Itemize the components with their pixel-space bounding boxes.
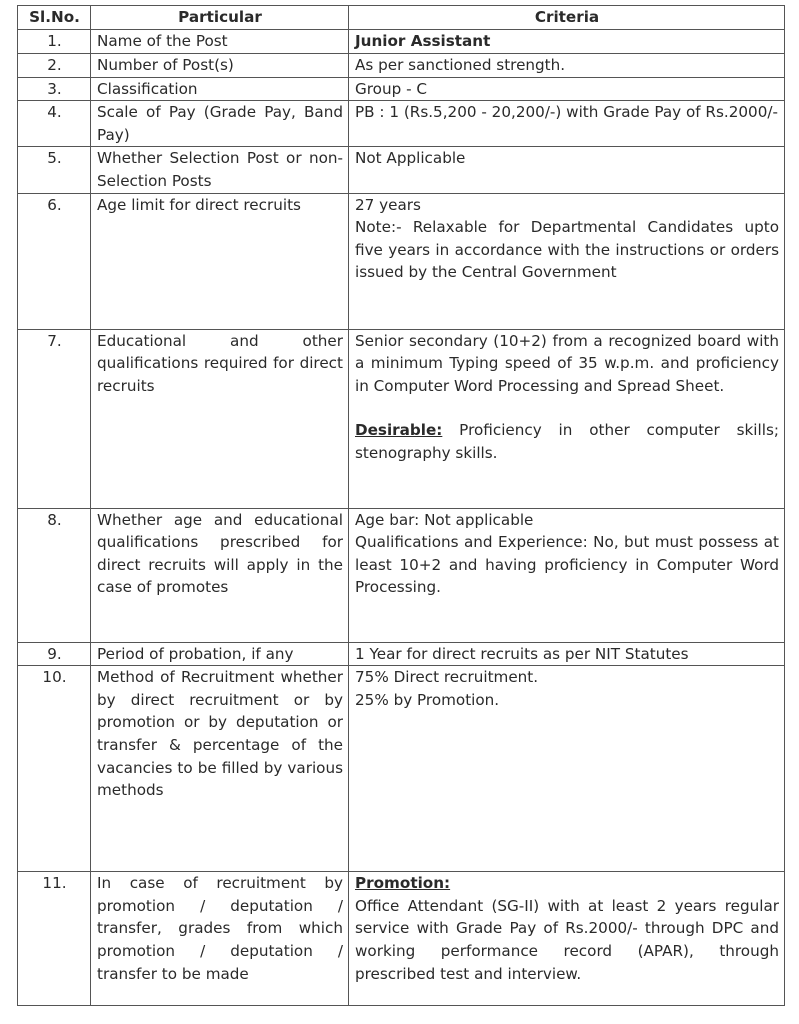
row-number: 1. (18, 30, 91, 54)
table-header-row (18, 6, 785, 30)
row-particular: Scale of Pay (Grade Pay, Band Pay) (91, 101, 349, 147)
row-particular: In case of recruitment by promotion / deputation / transfer, grades from which promotion / deputation / transfer to be made (91, 872, 349, 1006)
promotion-label: Promotion: (355, 874, 451, 893)
table-row (18, 101, 785, 147)
row-criteria: Group - C (349, 77, 785, 101)
row-number: 10. (18, 666, 91, 872)
table-row (18, 642, 785, 666)
desirable-qualification (355, 419, 779, 464)
table-row (18, 666, 785, 872)
row-criteria (349, 508, 785, 642)
row-particular: Classification (91, 77, 349, 101)
row-number: 8. (18, 508, 91, 642)
row-criteria (349, 329, 785, 508)
age-limit-value: 27 years (355, 195, 421, 214)
row-criteria (349, 872, 785, 1006)
direct-recruitment-share: 75% Direct recruitment. (355, 668, 539, 687)
row-number: 3. (18, 77, 91, 101)
qualifications-experience: Qualifications and Experience: No, but must possess at least 10+2 and having proficiency in Computer Word Processing. (355, 533, 779, 597)
row-number: 2. (18, 54, 91, 78)
desirable-text: Proficiency in other computer skills; stenography skills. (355, 421, 779, 462)
row-number: 5. (18, 147, 91, 193)
table-row (18, 54, 785, 78)
header-sl-no: Sl.No. (18, 6, 91, 30)
row-number: 11. (18, 872, 91, 1006)
promotion-criteria: Office Attendant (SG-II) with at least 2 years regular service with Grade Pay of Rs.2000/- through DPC and working performance record (APAR), through prescribed test and interview. (355, 896, 779, 983)
row-particular: Number of Post(s) (91, 54, 349, 78)
header-criteria: Criteria (349, 6, 785, 30)
row-number: 9. (18, 642, 91, 666)
table-row (18, 30, 785, 54)
row-particular: Whether age and educational qualifications prescribed for direct recruits will apply in the case of promotes (91, 508, 349, 642)
age-relaxation-note: Note:- Relaxable for Departmental Candidates upto five years in accordance with the instructions or orders issued by the Central Government (355, 218, 779, 282)
row-particular: Period of probation, if any (91, 642, 349, 666)
row-particular: Method of Recruitment whether by direct recruitment or by promotion or by deputation or transfer & percentage of the vacancies to be filled by various methods (91, 666, 349, 872)
row-particular: Age limit for direct recruits (91, 193, 349, 329)
row-criteria: 1 Year for direct recruits as per NIT Statutes (349, 642, 785, 666)
row-number: 6. (18, 193, 91, 329)
row-criteria: Junior Assistant (349, 30, 785, 54)
row-criteria (349, 193, 785, 329)
row-number: 7. (18, 329, 91, 508)
row-particular: Educational and other qualifications required for direct recruits (91, 329, 349, 508)
table-row (18, 77, 785, 101)
row-criteria (349, 666, 785, 872)
table-row (18, 329, 785, 508)
recruitment-rules-table (17, 5, 785, 1006)
table-row (18, 508, 785, 642)
row-particular: Name of the Post (91, 30, 349, 54)
promotion-share: 25% by Promotion. (355, 690, 500, 709)
table-row (18, 193, 785, 329)
essential-qualification: Senior secondary (10+2) from a recognized board with a minimum Typing speed of 35 w.p.m. and proficiency in Computer Word Processing and Spread Sheet. (355, 331, 779, 395)
row-criteria: Not Applicable (349, 147, 785, 193)
row-criteria: PB : 1 (Rs.5,200 - 20,200/-) with Grade Pay of Rs.2000/- (349, 101, 785, 147)
spacer (355, 397, 779, 419)
header-particular: Particular (91, 6, 349, 30)
age-bar: Age bar: Not applicable (355, 510, 534, 529)
row-number: 4. (18, 101, 91, 147)
table-row (18, 872, 785, 1006)
table-row (18, 147, 785, 193)
row-criteria: As per sanctioned strength. (349, 54, 785, 78)
desirable-label: Desirable: (355, 421, 443, 440)
row-particular: Whether Selection Post or non-Selection Posts (91, 147, 349, 193)
